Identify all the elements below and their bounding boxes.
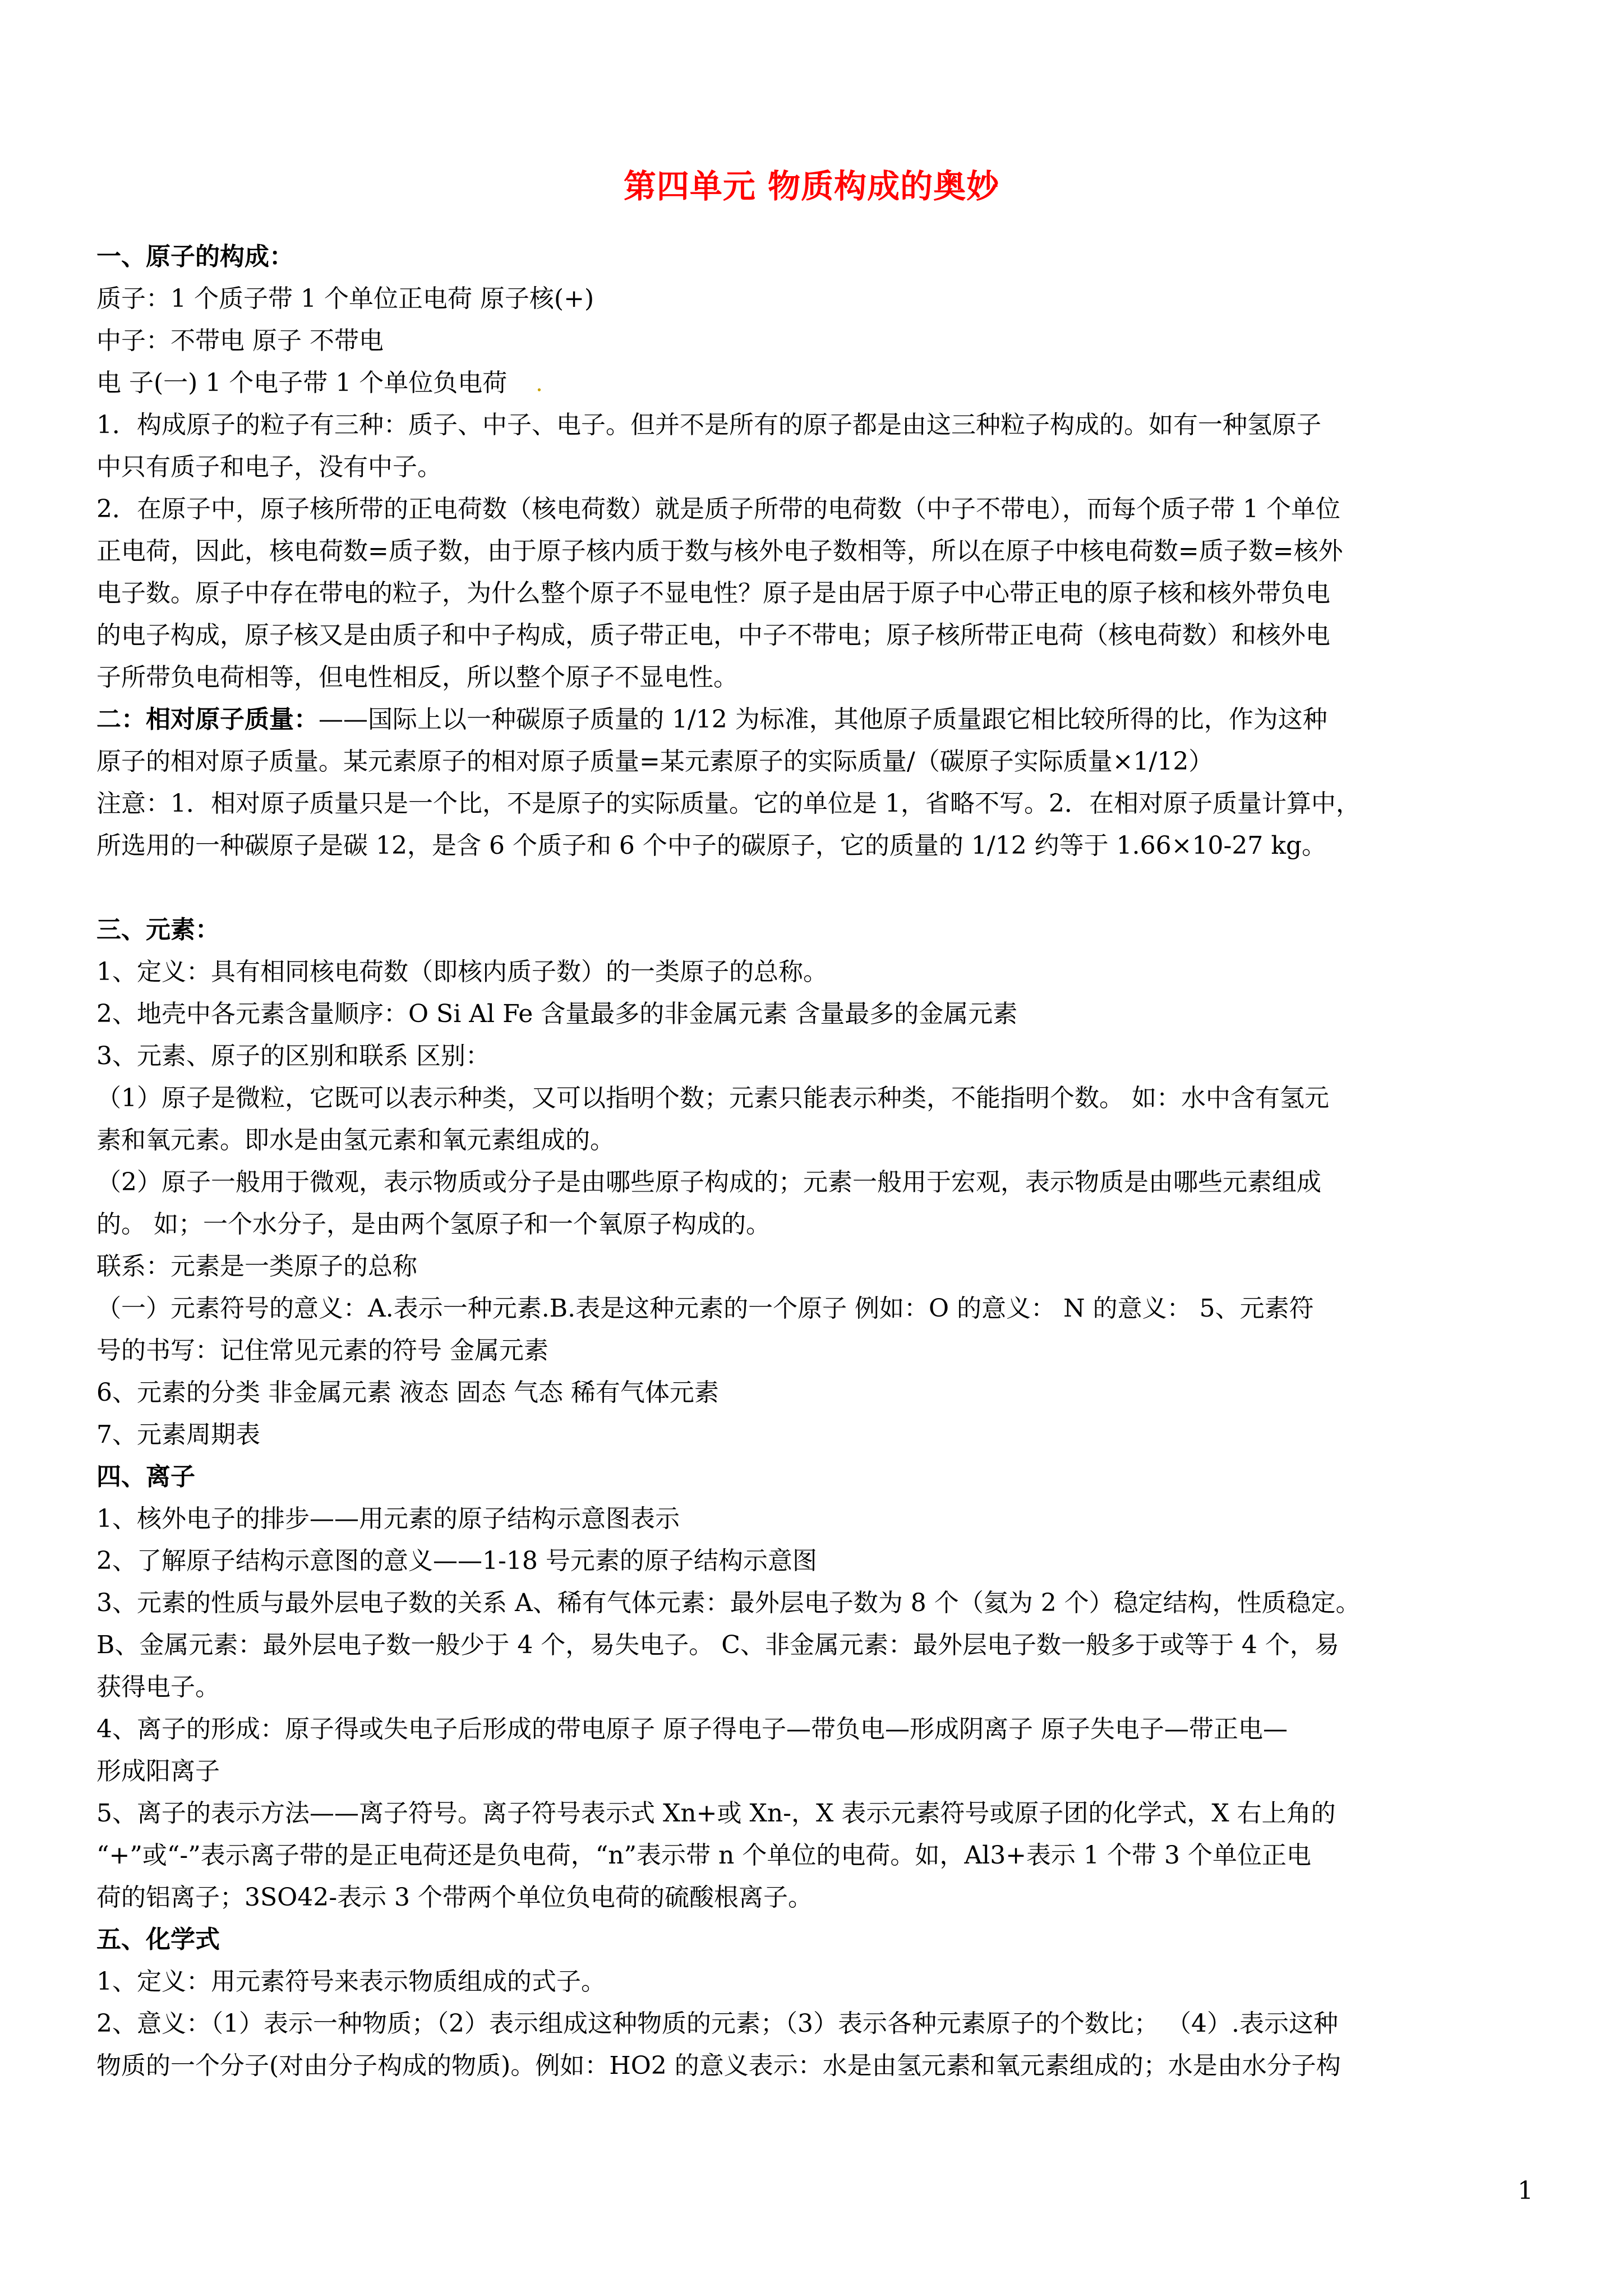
text-line	[96, 1582, 1532, 1624]
text-line	[96, 1876, 1532, 1918]
text-line	[96, 993, 1532, 1035]
text-line	[96, 1834, 1532, 1876]
text-line-content: （1）原子是微粒，它既可以表示种类，又可以指明个数；元素只能表示种类，不能指明个数。 如：水中含有氢元	[96, 1084, 1329, 1112]
document-body	[96, 236, 1532, 2087]
text-line	[96, 1750, 1532, 1792]
text-line	[96, 951, 1532, 993]
text-line	[96, 320, 1532, 362]
text-line	[96, 1119, 1532, 1161]
text-line	[96, 1666, 1532, 1708]
inline-heading: 二：相对原子质量：	[96, 705, 319, 734]
text-line	[96, 1287, 1532, 1329]
section-heading	[96, 1918, 1532, 1961]
text-line-content: 1、定义：具有相同核电荷数（即核内质子数）的一类原子的总称。	[96, 958, 828, 986]
page-number: 1	[1518, 2177, 1533, 2205]
text-line	[96, 2045, 1532, 2087]
text-line	[96, 530, 1532, 572]
text-line-content: 7、元素周期表	[96, 1420, 260, 1449]
section-heading-text: 一、原子的构成：	[96, 242, 294, 271]
text-line-content: 2、了解原子结构示意图的意义——1-18 号元素的原子结构示意图	[96, 1547, 817, 1575]
text-line-content: 的。 如；一个水分子，是由两个氢原子和一个氧原子构成的。	[96, 1210, 771, 1239]
text-line-content: 中子：不带电 原子 不带电	[96, 326, 384, 355]
text-line-content: （2）原子一般用于微观，表示物质或分子是由哪些原子构成的；元素一般用于宏观，表示物质是由哪些元素组成	[96, 1168, 1321, 1197]
text-line	[96, 1792, 1532, 1834]
text-line	[96, 1329, 1532, 1372]
text-line-content: 子所带负电荷相等，但电性相反，所以整个原子不显电性。	[96, 663, 738, 692]
section-heading-text: 三、元素：	[96, 915, 220, 944]
stray-dot-mark: .	[507, 371, 543, 397]
text-line	[96, 1245, 1532, 1287]
text-line	[96, 362, 1532, 404]
text-line-content: 获得电子。	[96, 1673, 220, 1701]
document-title: 第四单元 物质构成的奥妙	[623, 167, 1000, 205]
text-line	[96, 1540, 1532, 1582]
text-line-content: 中只有质子和电子，没有中子。	[96, 453, 442, 481]
text-line-content: 1、核外电子的排步——用元素的原子结构示意图表示	[96, 1504, 680, 1533]
text-line	[96, 698, 1532, 740]
text-line	[96, 1372, 1532, 1414]
text-line-content: （一）元素符号的意义：A.表示一种元素.B.表是这种元素的一个原子 例如：O 的意义： N 的意义： 5、元素符	[96, 1294, 1314, 1323]
text-line	[96, 1203, 1532, 1245]
section-heading-text: 五、化学式	[96, 1925, 220, 1954]
text-line-content: 1、定义：用元素符号来表示物质组成的式子。	[96, 1967, 606, 1996]
text-line-content: 3、元素的性质与最外层电子数的关系 A、稀有气体元素：最外层电子数为 8 个（氦为 2 个）稳定结构，性质稳定。	[96, 1589, 1361, 1617]
text-line-content: 荷的铝离子；3SO42-表示 3 个带两个单位负电荷的硫酸根离子。	[96, 1883, 813, 1912]
text-line-content: 1．构成原子的粒子有三种：质子、中子、电子。但并不是所有的原子都是由这三种粒子构成的。如有一种氢原子	[96, 411, 1321, 439]
section-heading	[96, 909, 1532, 951]
text-line-content: 素和氧元素。即水是由氢元素和氧元素组成的。	[96, 1126, 615, 1154]
text-line-content: 2．在原子中，原子核所带的正电荷数（核电荷数）就是质子所带的电荷数（中子不带电），而每个质子带 1 个单位	[96, 495, 1340, 523]
text-line	[96, 446, 1532, 488]
text-line	[96, 2003, 1532, 2045]
text-line	[96, 488, 1532, 530]
text-line-content: 形成阳离子	[96, 1757, 220, 1786]
text-line	[96, 656, 1532, 698]
text-line-content: 2、地壳中各元素含量顺序：O Si Al Fe 含量最多的非金属元素 含量最多的金属元素	[96, 1000, 1018, 1028]
text-line-content: 物质的一个分子(对由分子构成的物质)。例如：HO2 的意义表示：水是由氢元素和氧元素组成的；水是由水分子构	[96, 2051, 1341, 2080]
text-line-content: 号的书写：记住常见元素的符号 金属元素	[96, 1336, 548, 1365]
section-heading-text: 四、离子	[96, 1462, 195, 1491]
text-line	[96, 1961, 1532, 2003]
text-line-content: 正电荷，因此，核电荷数=质子数，由于原子核内质于数与核外电子数相等，所以在原子中核电荷数=质子数=核外	[96, 537, 1343, 565]
blank-line	[96, 867, 1532, 909]
text-line-content: 2、意义：（1）表示一种物质；（2）表示组成这种物质的元素；（3）表示各种元素原子的个数比； （4）.表示这种	[96, 2009, 1338, 2038]
section-heading	[96, 1456, 1532, 1498]
text-line	[96, 1161, 1532, 1203]
text-line-content: 6、元素的分类 非金属元素 液态 固态 气态 稀有气体元素	[96, 1378, 719, 1407]
text-line-content: 3、元素、原子的区别和联系 区别：	[96, 1042, 490, 1070]
text-line	[96, 783, 1532, 825]
text-line	[96, 1624, 1532, 1666]
text-line-content: ——国际上以一种碳原子质量的 1/12 为标准，其他原子质量跟它相比较所得的比，作为这种	[319, 705, 1327, 734]
text-line	[96, 404, 1532, 446]
text-line	[96, 1498, 1532, 1540]
text-line	[96, 614, 1532, 656]
text-line-content: 质子：1 个质子带 1 个单位正电荷 原子核(+)	[96, 284, 594, 313]
text-line	[96, 278, 1532, 320]
text-line-content: 电子数。原子中存在带电的粒子，为什么整个原子不显电性？原子是由居于原子中心带正电的原子核和核外带负电	[96, 579, 1330, 608]
text-line-content: 联系：元素是一类原子的总称	[96, 1252, 417, 1281]
text-line-content: 的电子构成，原子核又是由质子和中子构成，质子带正电，中子不带电；原子核所带正电荷（核电荷数）和核外电	[96, 621, 1330, 650]
section-heading	[96, 236, 1532, 278]
text-line	[96, 572, 1532, 614]
text-line-content: 电 子(一) 1 个电子带 1 个单位负电荷	[96, 369, 508, 397]
text-line-content: 原子的相对原子质量。某元素原子的相对原子质量=某元素原子的实际质量/（碳原子实际质量×1/12）	[96, 747, 1214, 776]
text-line	[96, 1414, 1532, 1456]
text-line-content: B、金属元素：最外层电子数一般少于 4 个，易失电子。 C、非金属元素：最外层电子数一般多于或等于 4 个，易	[96, 1631, 1339, 1659]
text-line-content: “+”或“-”表示离子带的是正电荷还是负电荷，“n”表示带 n 个单位的电荷。如，Al3+表示 1 个带 3 个单位正电	[96, 1841, 1311, 1870]
text-line	[96, 740, 1532, 783]
text-line-content: 注意：1．相对原子质量只是一个比，不是原子的实际质量。它的单位是 1，省略不写。2．在相对原子质量计算中，	[96, 789, 1361, 818]
text-line-content: 5、离子的表示方法——离子符号。离子符号表示式 Xn+或 Xn-，X 表示元素符号或原子团的化学式，X 右上角的	[96, 1799, 1336, 1828]
text-line	[96, 825, 1532, 867]
text-line	[96, 1077, 1532, 1119]
text-line	[96, 1708, 1532, 1750]
text-line-content: 4、离子的形成：原子得或失电子后形成的带电原子 原子得电子—带负电—形成阴离子 原子失电子—带正电—	[96, 1715, 1288, 1743]
text-line-content: 所选用的一种碳原子是碳 12，是含 6 个质子和 6 个中子的碳原子，它的质量的 1/12 约等于 1.66×10-27 kg。	[96, 831, 1327, 860]
text-line	[96, 1035, 1532, 1077]
